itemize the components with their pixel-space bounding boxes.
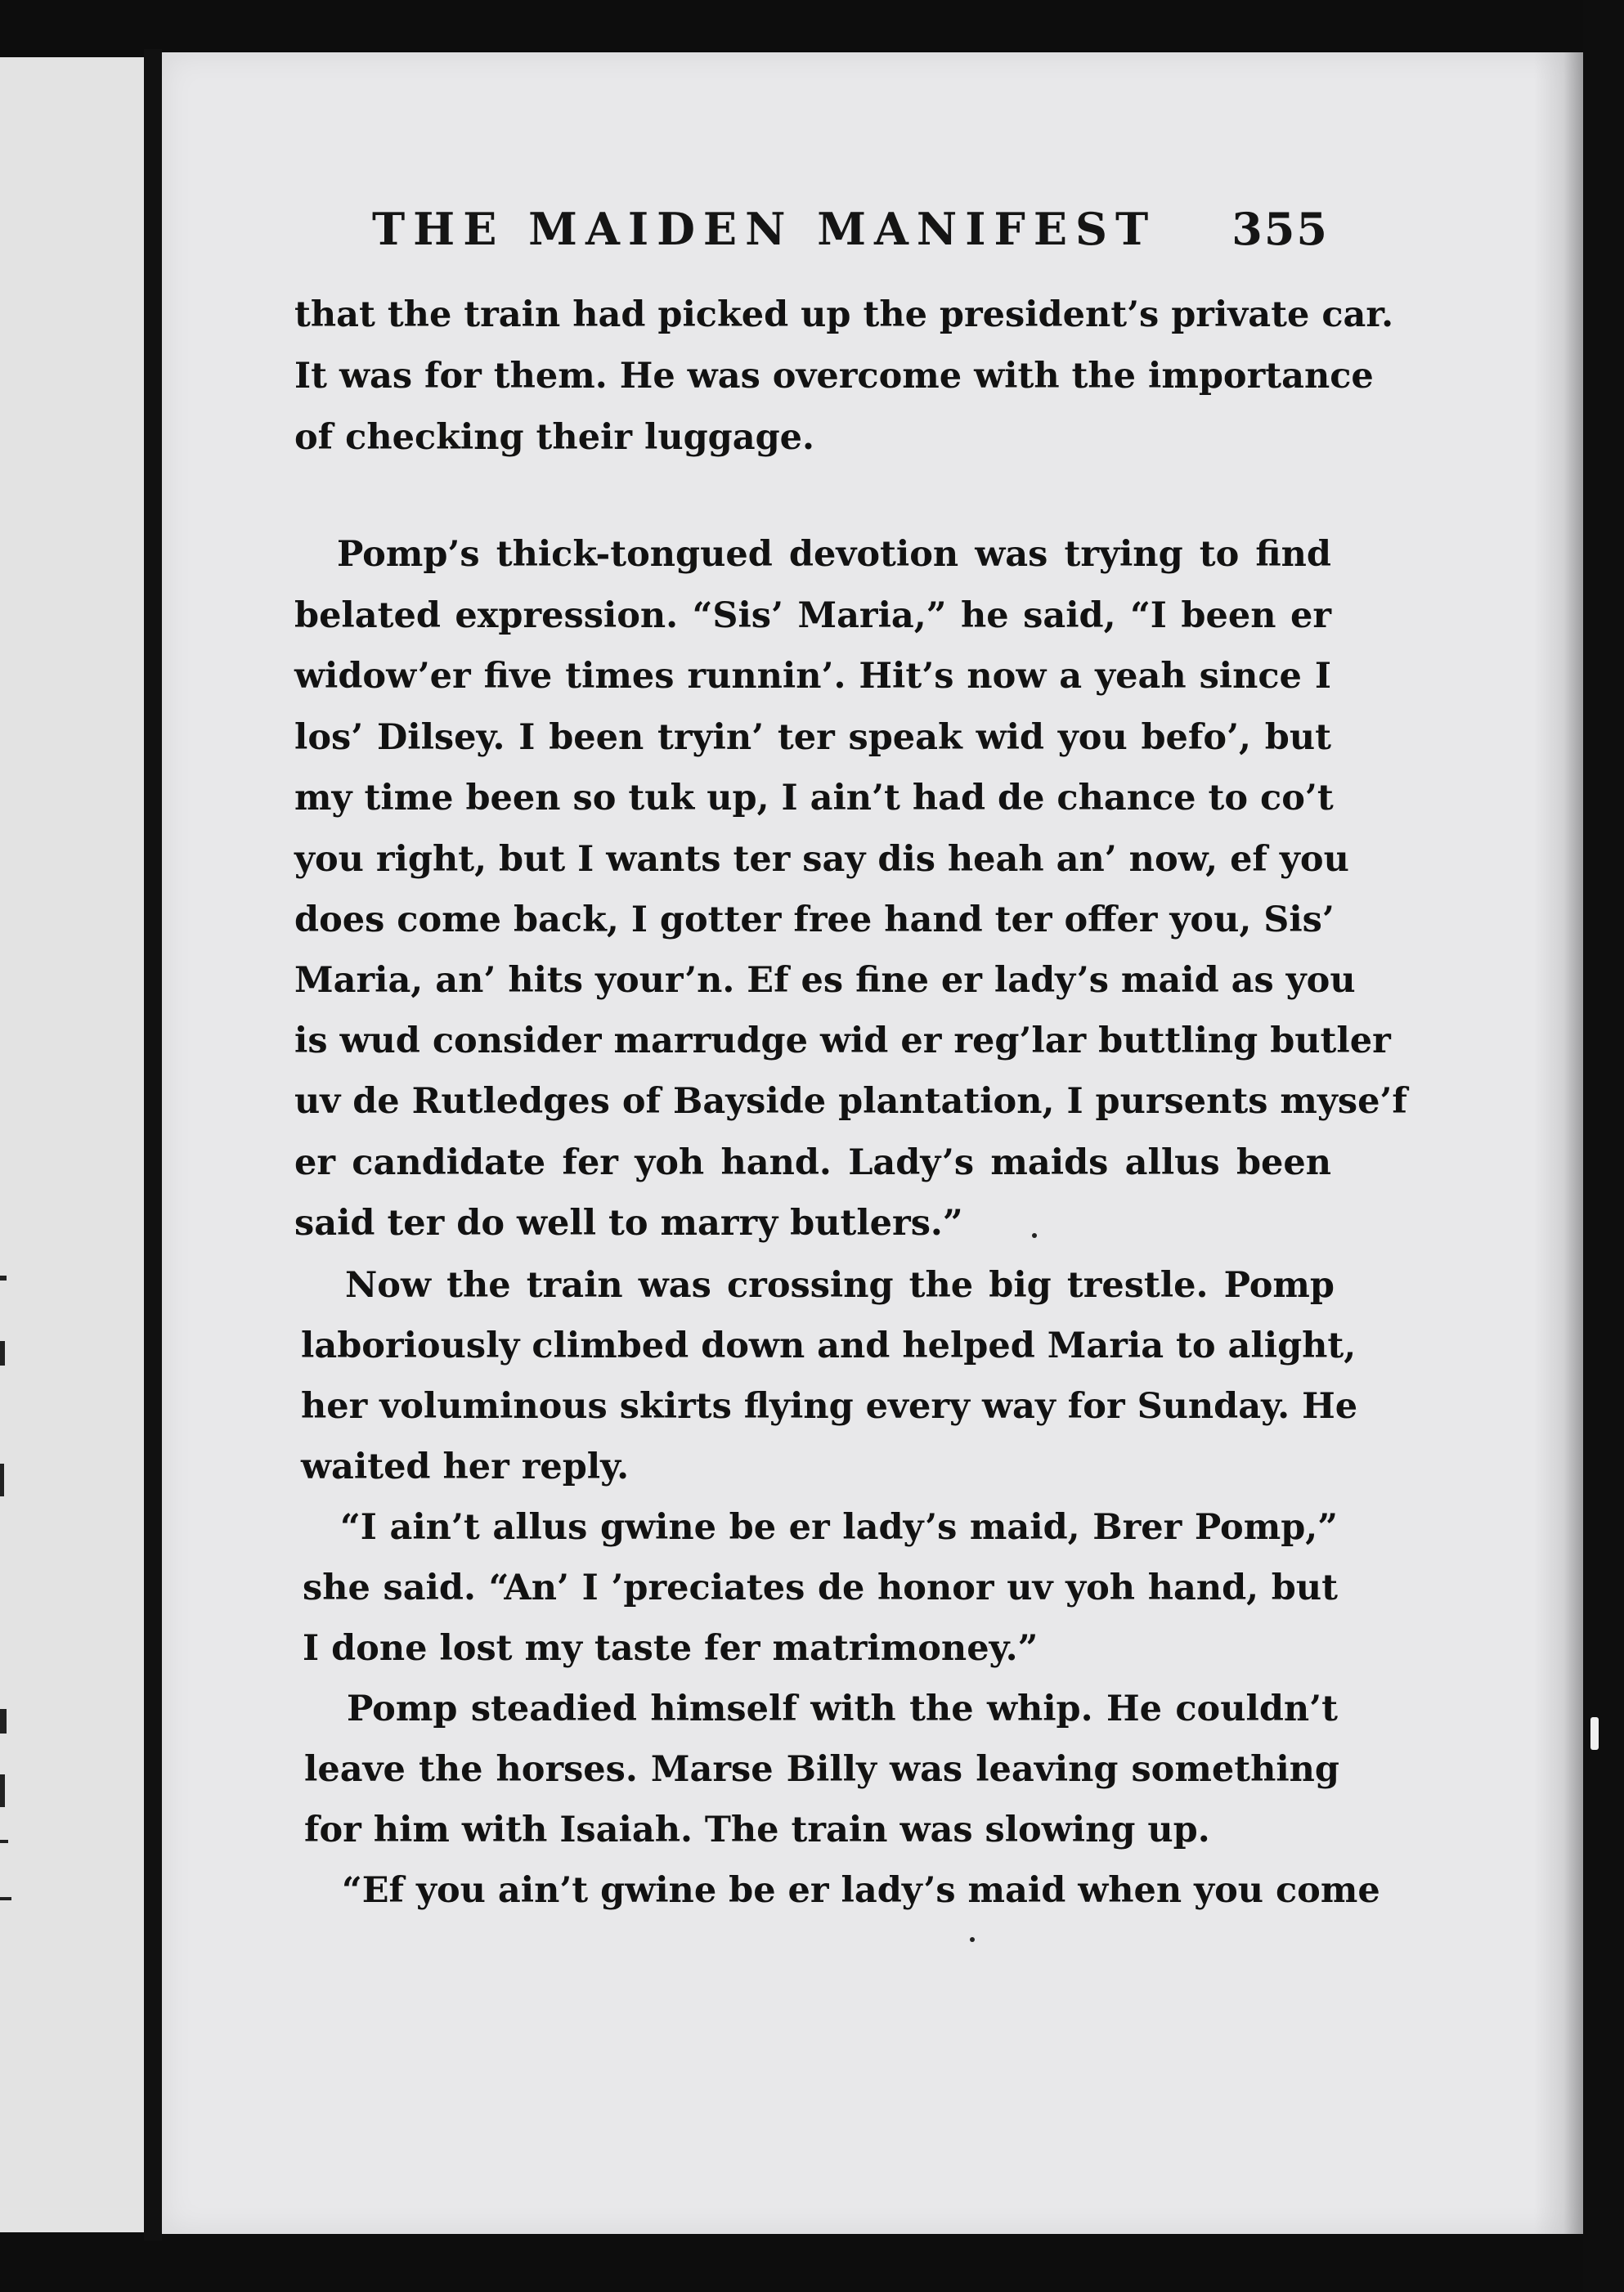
text-line: Maria, an’ hits your’n. Ef es fine er lady’s maid as you — [294, 960, 1356, 1001]
facing-page-text-fragments — [0, 57, 16, 2232]
text-line: waited her reply. — [301, 1447, 630, 1487]
facing-page-edge — [0, 57, 144, 2232]
text-line: my time been so tuk up, I ain’t had de chance to co’t — [294, 778, 1334, 819]
edge-highlight — [1590, 1717, 1599, 1750]
text-line: does come back, I gotter free hand ter offer you, Sis’ — [294, 899, 1335, 940]
page-edge-shadow — [1534, 52, 1583, 2234]
text-line: you right, but I wants ter say dis heah an’ now, ef you — [294, 839, 1349, 880]
text-line: It was for them. He was overcome with the importance — [294, 356, 1374, 397]
text-line: of checking their luggage. — [294, 417, 814, 458]
text-line: uv de Rutledges of Bayside plantation, I pursents myse’f — [294, 1081, 1407, 1122]
text-line: Now the train was crossing the big trestle. Pomp — [345, 1265, 1335, 1306]
book-gutter — [144, 49, 162, 2240]
specks — [1032, 1233, 1037, 1238]
running-head: THE MAIDEN MANIFEST — [372, 203, 1157, 255]
text-line: widow’er five times runnin’. Hit’s now a yeah since I — [294, 656, 1331, 697]
text-line: for him with Isaiah. The train was slowing up. — [304, 1810, 1210, 1850]
text-line: she said. “An’ I ’preciates de honor uv yoh hand, but — [303, 1568, 1338, 1608]
text-line: that the train had picked up the president’s private car. — [294, 294, 1394, 335]
text-line: is wud consider marrudge wid er reg’lar buttling butler — [294, 1020, 1391, 1061]
text-line: los’ Dilsey. I been tryin’ ter speak wid you befo’, but — [294, 717, 1331, 758]
page-header — [372, 203, 1329, 260]
text-line: leave the horses. Marse Billy was leaving something — [304, 1749, 1339, 1790]
text-line: Pomp’s thick-tongued devotion was trying to find — [337, 534, 1331, 575]
text-line: said ter do well to marry butlers.” — [294, 1203, 963, 1244]
text-line: belated expression. “Sis’ Maria,” he said, “I been er — [294, 595, 1331, 636]
text-line: her voluminous skirts flying every way for Sunday. He — [301, 1386, 1358, 1427]
text-line: I done lost my taste fer matrimoney.” — [303, 1628, 1039, 1669]
text-line: laboriously climbed down and helped Maria to alight, — [301, 1325, 1357, 1366]
page-number: 355 — [1231, 203, 1329, 255]
text-line: Pomp steadied himself with the whip. He couldn’t — [347, 1689, 1338, 1729]
text-line: “Ef you ain’t gwine be er lady’s maid when you come — [342, 1870, 1380, 1911]
text-line: er candidate fer yoh hand. Lady’s maids allus been — [294, 1142, 1331, 1183]
specks — [970, 1937, 975, 1942]
scan-border — [1583, 0, 1624, 2292]
text-line: “I ain’t allus gwine be er lady’s maid, Brer Pomp,” — [340, 1507, 1338, 1548]
